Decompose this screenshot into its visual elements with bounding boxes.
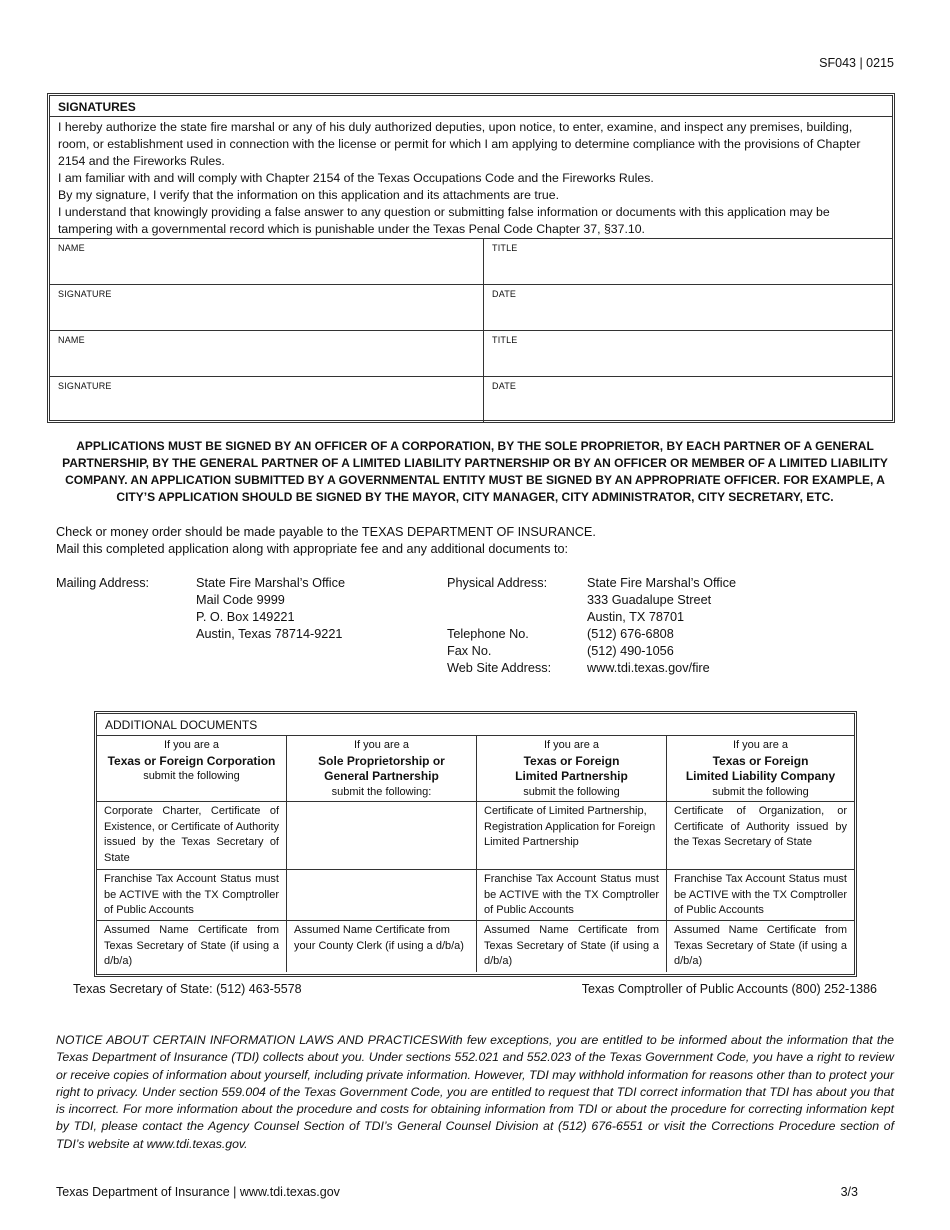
mailing-line: State Fire Marshal’s Office	[196, 576, 346, 590]
mailing-address-label: Mailing Address:	[56, 576, 150, 590]
additional-documents-table	[94, 711, 857, 977]
authorization-paragraph: I hereby authorize the state fire marshal or any of his duly authorized deputies, upon notice, to enter, examine, and inspect any premises, building, room, or establishment used in connection with the license or permit for which I am applying to determine compliance with the provisions of Chapter 2154 and the Fireworks Rules.	[58, 120, 861, 168]
mailing-line: Mail Code 9999	[196, 593, 285, 607]
column-header-limited-partnership	[477, 736, 667, 802]
table-cell: Assumed Name Certificate from Texas Secretary of State (if using a d/b/a)	[97, 921, 287, 972]
compliance-paragraph: I am familiar with and will comply with Chapter 2154 of the Texas Occupations Code and the Fireworks Rules.	[58, 171, 654, 185]
table-cell	[287, 870, 477, 921]
payment-instructions	[56, 524, 596, 558]
table-cell: Certificate of Limited Partnership, Registration Application for Foreign Limited Partnership	[477, 802, 667, 870]
comptroller-phone: Texas Comptroller of Public Accounts (800) 252-1386	[581, 982, 877, 996]
telephone-label: Telephone No.	[447, 627, 529, 641]
web-site-link[interactable]: www.tdi.texas.gov/fire	[587, 661, 710, 675]
signing-notice-part2: . AN APPLICATION SUBMITTED BY A GOVERNMENTAL ENTITY MUST BE SIGNED BY AN APPROPRIATE OFFICER. FOR EXAMPLE, A CITY’S APPLICATION SHOULD BE SIGNED BY THE MAYOR, CITY MANAGER, CITY ADMINISTRATOR, CITY SECRETARY, ETC.	[116, 473, 885, 504]
signature-row	[50, 331, 892, 377]
header-pre: If you are a	[163, 739, 220, 751]
verification-paragraph: By my signature, I verify that the information on this application and its attachments are true.	[58, 188, 560, 202]
table-cell: Corporate Charter, Certificate of Existence, or Certificate of Authority issued by the Texas Secretary of State	[97, 802, 287, 870]
header-post: submit the following:	[331, 785, 432, 798]
privacy-notice: NOTICE ABOUT CERTAIN INFORMATION LAWS AND PRACTICESWith few exceptions, you are entitled to be informed about the information that the Texas Department of Insurance (TDI) collects about you. Under sections 552.021 and 552.023 of the Texas Government Code, you have a right to review or receive copies of information about yourself, including private information. However, TDI may withhold information for reasons other than to protect your right to privacy. Under section 559.004 of the Texas Government Code, you are entitled to request that TDI correct information that TDI has about you that is incorrect. For more information about the procedure and costs for obtaining information from TDI or about the procedure for correcting information kept by TDI, please contact the Agency Counsel Section of TDI’s General Counsel Division at (512) 676-6551 or visit the Corrections Procedure section of TDI’s website at www.tdi.texas.gov.	[56, 1033, 894, 1151]
signing-requirements-notice	[56, 438, 894, 506]
table-cell: Assumed Name Certificate from Texas Secretary of State (if using a d/b/a)	[674, 924, 847, 967]
header-post: submit the following	[523, 785, 620, 798]
date-field-2[interactable]: DATE	[492, 381, 517, 391]
header-pre: If you are a	[732, 739, 789, 751]
column-header-sole-proprietorship	[287, 736, 477, 802]
date-field-1[interactable]: DATE	[492, 289, 517, 299]
false-information-paragraph: I understand that knowingly providing a false answer to any question or submitting false information or documents with this application may be tampering with a governmental record which is punishable under the Texas Penal Code Chapter 37, §37.10.	[58, 205, 830, 236]
column-header-corporation	[97, 736, 287, 802]
header-entity: Texas or Foreign	[523, 753, 620, 768]
table-cell: Franchise Tax Account Status must be ACTIVE with the TX Comptroller of Public Accounts	[667, 870, 854, 921]
page-number: 3/3	[840, 1185, 858, 1199]
table-cell: Franchise Tax Account Status must be ACTIVE with the TX Comptroller of Public Accounts	[477, 870, 667, 921]
table-cell: Certificate of Organization, or Certificate of Authority issued by the Texas Secretary of State	[667, 802, 854, 870]
header-pre: If you are a	[353, 739, 410, 751]
physical-address-label: Physical Address:	[447, 576, 548, 590]
signature-field-1[interactable]: SIGNATURE	[50, 285, 484, 330]
form-id: SF043 | 0215	[819, 56, 894, 70]
signature-row	[50, 377, 892, 423]
mailing-address	[196, 575, 345, 643]
telephone-number: (512) 676-6808	[587, 627, 674, 641]
name-field-2[interactable]: NAME	[50, 331, 484, 376]
header-post: submit the following	[712, 785, 809, 798]
name-field-1[interactable]: NAME	[50, 239, 484, 284]
physical-line: State Fire Marshal’s Office	[587, 576, 737, 590]
physical-line: 333 Guadalupe Street	[587, 593, 712, 607]
column-header-llc	[667, 736, 854, 802]
header-entity: Texas or Foreign Corporation	[107, 753, 276, 768]
header-entity: Sole Proprietorship or	[318, 753, 445, 768]
header-entity: Texas or Foreign	[712, 753, 809, 768]
additional-documents-title: ADDITIONAL DOCUMENTS	[97, 714, 854, 736]
title-field-2[interactable]: TITLE	[492, 335, 518, 345]
header-pre: If you are a	[543, 739, 600, 751]
mailing-line: Austin, Texas 78714-9221	[196, 627, 343, 641]
footer-agency: Texas Department of Insurance | www.tdi.texas.gov	[56, 1185, 340, 1199]
header-entity: Limited Liability Company	[685, 769, 836, 783]
physical-address	[587, 575, 736, 677]
signatures-heading: SIGNATURES	[50, 96, 892, 117]
table-cell: Assumed Name Certificate from your County Clerk (if using a d/b/a)	[287, 921, 477, 972]
signing-notice-part1: APPLICATIONS MUST BE SIGNED BY AN OFFICER OF A CORPORATION, BY THE SOLE PROPRIETOR, BY EACH PARTNER OF A GENERAL PARTNERSHIP, BY THE GENERAL PARTNER OF A LIMITED LIABILITY PARTNERSHIP OR BY AN OFFICER OR MEMBER OF A LIMITED LIABILITY COMPANY	[62, 439, 888, 487]
signatures-section	[47, 93, 895, 423]
title-field-1[interactable]: TITLE	[492, 243, 518, 253]
signature-row	[50, 239, 892, 285]
mailing-line: P. O. Box 149221	[196, 610, 295, 624]
header-entity: General Partnership	[324, 769, 439, 783]
fax-label: Fax No.	[447, 644, 492, 658]
physical-labels	[447, 575, 551, 677]
secretary-of-state-phone: Texas Secretary of State: (512) 463-5578	[73, 982, 302, 996]
table-cell: Assumed Name Certificate from Texas Secretary of State (if using a d/b/a)	[477, 921, 667, 972]
payment-line-1: Check or money order should be made payable to the TEXAS DEPARTMENT OF INSURANCE.	[56, 525, 596, 539]
mailing-address-label-col	[56, 575, 149, 592]
header-post: submit the following	[143, 770, 240, 782]
fax-number: (512) 490-1056	[587, 644, 674, 658]
table-cell	[287, 802, 477, 870]
table-cell: Franchise Tax Account Status must be ACTIVE with the TX Comptroller of Public Accounts	[97, 870, 287, 921]
physical-line: Austin, TX 78701	[587, 610, 685, 624]
payment-line-2: Mail this completed application along with appropriate fee and any additional documents to:	[56, 542, 569, 556]
signatures-statement	[50, 117, 892, 239]
signature-row	[50, 285, 892, 331]
signature-field-2[interactable]: SIGNATURE	[50, 377, 484, 423]
web-label: Web Site Address:	[447, 661, 552, 675]
header-entity: Limited Partnership	[515, 769, 628, 783]
